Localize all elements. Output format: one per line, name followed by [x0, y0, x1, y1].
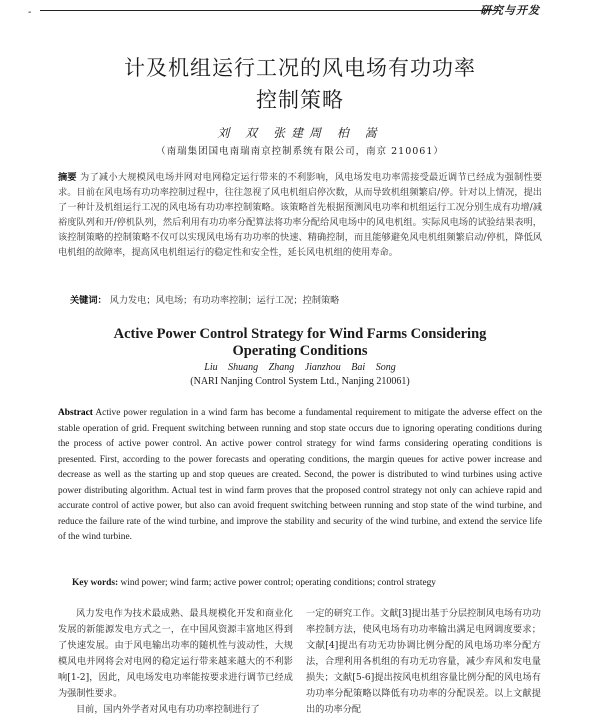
chinese-title-line-2: 控制策略 [256, 88, 344, 112]
body-paragraph: 风力发电作为技术最成熟、最具规模化开发和商业化发展的新能源发电方式之一，在中国风资源丰富地区得到了快速发展。由于风电输出功率的随机性与波动性，大规模风电并网将会对电网的稳定运行带来越来越大的不利影响[1-2]，因此，风电场发电功率能按要求进行调节已经成为强制性要求。 [58, 608, 293, 699]
chinese-keywords-text: 风力发电；风电场；有功功率控制；运行工况；控制策略 [109, 295, 340, 306]
header-dash: - [28, 7, 32, 18]
body-paragraph: 一定的研究工作。文献[3]提出基于分层控制风电场有功功率控制方法，使风电场有功功率输出满足电网调度要求；文献[4]提出有功无功协调比例分配的风电场功率分配方法，合理利用各机组的有功无功容量，减少弃风和发电量损失；文献[5-6]提出按风电机组容量比例分配的风电场有功功率分配策略以降低有功功率的分配误差。以上文献提出的功率分配 [306, 608, 541, 715]
english-title [60, 326, 540, 360]
english-authors: Liu Shuang Zhang Jianzhou Bai Song [204, 362, 396, 373]
english-keywords-text: wind power; wind farm; active power control; operating conditions; control strategy [120, 578, 436, 588]
running-header [0, 0, 600, 18]
chinese-affiliation: （南瑞集团国电南瑞南京控制系统有限公司，南京 210061） [156, 146, 444, 157]
section-tag: 研究与开发 [480, 4, 540, 17]
chinese-abstract-label: 摘要 [58, 172, 77, 183]
english-abstract-label: Abstract [58, 408, 93, 418]
header-rule [40, 10, 500, 11]
english-title-line-2: Operating Conditions [232, 343, 368, 359]
english-abstract-text: Active power regulation in a wind farm has become a fundamental requirement to mitigate the adverse effect on the stable operation of grid. Frequent switching between running and stop state occurs due to ignoring operating conditions during the process of active power control. An active power control strategy for wind farms considering operating conditions is presented. First, according to the power forecasts and operating conditions, the margin queues for active power increase and decrease as well as the starting up and stop queues are created. Second, the power is distributed to wind turbines using active power distributing algorithm. Actual test in wind farm proves that the proposed control strategy not only can achieve rapid and accurate control of active power, but also can avoid frequent switching between running and stop state of the wind turbine, and reduce the failure rate of the wind turbine, and improve the stability and security of the wind turbine, and extend the service life of the wind turbine. [58, 408, 542, 542]
english-affiliation: (NARI Nanjing Control System Ltd., Nanjing 210061) [190, 376, 410, 387]
chinese-keywords [70, 292, 540, 306]
chinese-abstract-text: 为了减小大规模风电场并网对电网稳定运行带来的不利影响，风电场发电功率需接受最近调节已经成为强制性要求。目前在风电场有功功率控制过程中，往往忽视了风电机组启停次数，从而导致机组频繁启/停。针对以上情况，提出了一种计及机组运行工况的风电场有功功率控制策略。该策略首先根据预测风电功率和机组运行工况分别生成有功增/减裕度队列和开/停机队列，然后利用有功功率分配算法将功率分配给风电场中的风电机组。实际风电场的试验结果表明，该控制策略的控制策略不仅可以实现风电场有功功率的快速、精确控制，而且能够避免风电机组频繁启动/停机，降低风电机组的故障率，提高风电机组运行的稳定性和安全性，延长风电机组的使用寿命。 [58, 172, 543, 258]
body-column-right [306, 606, 541, 718]
english-title-line-1: Active Power Control Strategy for Wind Farms Considering [113, 326, 487, 342]
chinese-title [60, 52, 540, 116]
body-paragraph: 目前，国内外学者对风电有功功率控制进行了 [76, 704, 260, 715]
body-column-left [58, 606, 293, 718]
chinese-authors: 刘 双 张建周 柏 嵩 [217, 126, 383, 140]
english-keywords-label: Key words: [72, 578, 119, 588]
english-keywords [72, 578, 542, 588]
english-abstract [58, 406, 542, 546]
chinese-title-line-1: 计及机组运行工况的风电场有功功率 [124, 56, 476, 80]
chinese-keywords-label: 关键词： [70, 295, 107, 306]
chinese-abstract [58, 170, 542, 260]
